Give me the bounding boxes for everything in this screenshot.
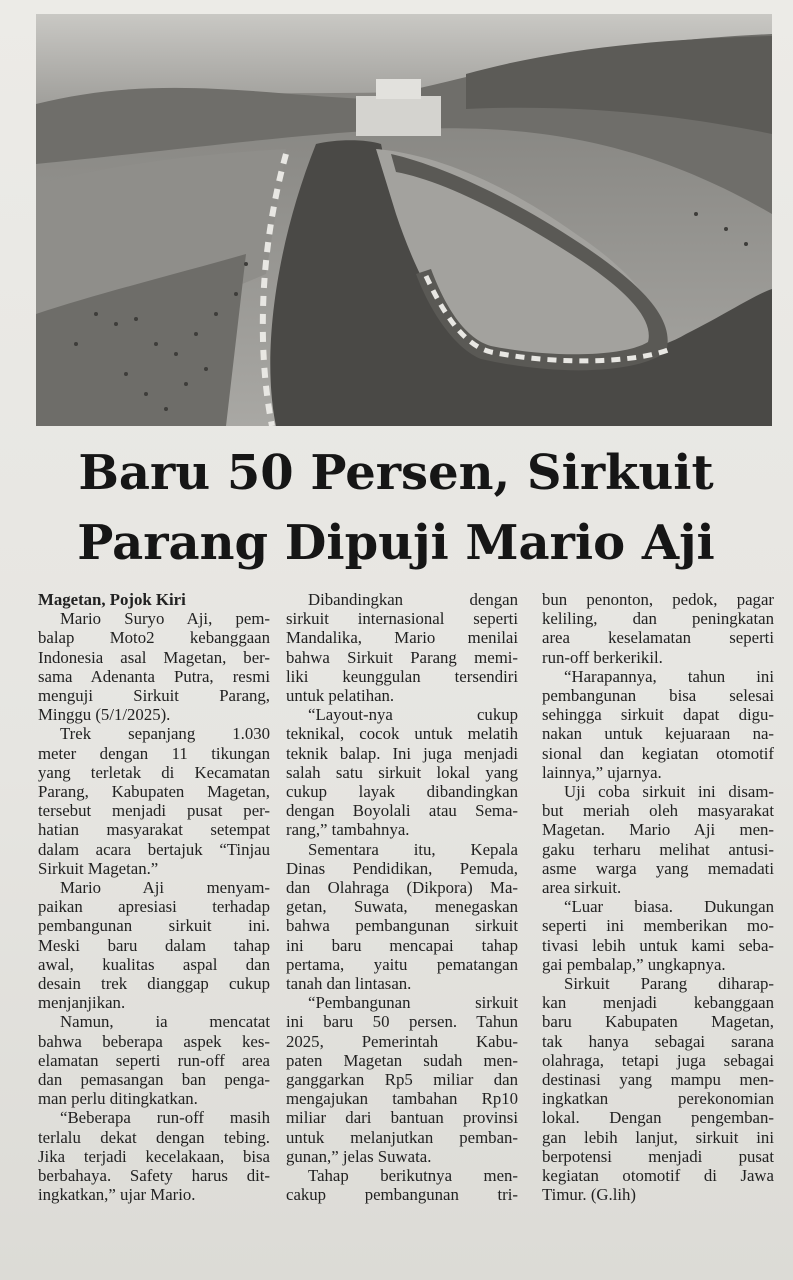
article-line: desain trek dianggap cukup bbox=[38, 974, 270, 994]
column-1-text bbox=[38, 609, 270, 1204]
article-line: dalam acara bertajuk “Tinjau bbox=[38, 839, 270, 859]
article-line: liki keunggulan tersendiri bbox=[286, 666, 518, 686]
article-line: ganggarkan Rp5 miliar dan bbox=[286, 1070, 518, 1090]
article-line: destinasi yang mampu men- bbox=[542, 1070, 774, 1090]
article-line: man perlu ditingkatkan. bbox=[38, 1089, 198, 1109]
article-line: lokal. Dengan pengemban- bbox=[542, 1108, 774, 1128]
article-line: balap Moto2 kebanggaan bbox=[38, 628, 270, 648]
article-line: gunan,” jelas Suwata. bbox=[286, 1146, 432, 1166]
article-line: Mandalika, Mario menilai bbox=[286, 628, 518, 648]
article-line: “Harapannya, tahun ini bbox=[564, 666, 774, 686]
article-line: cakup pembangunan tri- bbox=[286, 1185, 518, 1205]
article-line: menguji Sirkuit Parang, bbox=[38, 686, 270, 706]
article-line: bahwa beberapa aspek kes- bbox=[38, 1031, 270, 1051]
article-line: ingkatkan,” ujar Mario. bbox=[38, 1185, 196, 1205]
dateline: Magetan, Pojok Kiri bbox=[38, 590, 186, 609]
article-line: paikan apresiasi terhadap bbox=[38, 897, 270, 917]
article-line: teknik balap. Ini juga menjadi bbox=[286, 743, 518, 763]
article-line: “Beberapa run-off masih bbox=[60, 1108, 270, 1128]
article-line: berpotensi menjadi pusat bbox=[542, 1146, 774, 1166]
article-line: Jika terjadi kecelakaan, bisa bbox=[38, 1146, 270, 1166]
article-line: asme warga yang memadati bbox=[542, 858, 774, 878]
article-line: “Layout-nya cukup bbox=[308, 705, 518, 725]
article-column-2 bbox=[286, 590, 518, 1205]
article-line: dengan Boyolali atau Sema- bbox=[286, 801, 518, 821]
article-line: gaku terharu melihat antusi- bbox=[542, 839, 774, 859]
article-line: baru Kabupaten Magetan, bbox=[542, 1012, 774, 1032]
article-column-3 bbox=[542, 590, 774, 1205]
article-line: sama Adenanta Putra, resmi bbox=[38, 666, 270, 686]
article-line: seperti ini memberikan mo- bbox=[542, 916, 774, 936]
article-line: tanah dan lintasan. bbox=[286, 974, 412, 994]
article-line: 2025, Pemerintah Kabu- bbox=[286, 1031, 518, 1051]
article-line: pembangunan bisa selesai bbox=[542, 686, 774, 706]
article-line: olahraga, tetapi juga sebagai bbox=[542, 1050, 774, 1070]
article-line: area sirkuit. bbox=[542, 878, 622, 898]
article-line: bahwa pembangunan sirkuit bbox=[286, 916, 518, 936]
article-line: “Pembangunan sirkuit bbox=[308, 993, 518, 1013]
article-line: Sementara itu, Kepala bbox=[308, 839, 518, 859]
article-line: awal, kualitas aspal dan bbox=[38, 954, 270, 974]
headline bbox=[40, 438, 752, 578]
article-line: tersebut menjadi pusat per- bbox=[38, 801, 270, 821]
circuit-aerial-image bbox=[36, 14, 772, 426]
article-line: getan, Suwata, menegaskan bbox=[286, 897, 518, 917]
article-line: kan menjadi kebanggaan bbox=[542, 993, 774, 1013]
article-line: meter dengan 11 tikungan bbox=[38, 743, 270, 763]
article-line: dan pemasangan ban pengа- bbox=[38, 1070, 270, 1090]
article-line: terlalu dekat dengan tebing. bbox=[38, 1127, 270, 1147]
article-line: Namun, ia mencatat bbox=[60, 1012, 270, 1032]
article-line: tivasi lebih untuk kami seba- bbox=[542, 935, 774, 955]
article-line: Uji coba sirkuit ini disam- bbox=[564, 782, 774, 802]
article-line: rang,” tambahnya. bbox=[286, 820, 410, 840]
circuit-photo bbox=[36, 14, 772, 426]
article-line: kegiatan otomotif di Jawa bbox=[542, 1166, 774, 1186]
article-line: nakan untuk kejuaraan na- bbox=[542, 724, 774, 744]
article-line: pertama, yaitu pematangan bbox=[286, 954, 518, 974]
article-line: ingkatkan perekonomian bbox=[542, 1089, 774, 1109]
article-line: Dinas Pendidikan, Pemuda, bbox=[286, 858, 518, 878]
article-line: ini baru mencapai tahap bbox=[286, 935, 518, 955]
article-line: Dibandingkan dengan bbox=[308, 590, 518, 609]
article-line: Magetan. Mario Aji men- bbox=[542, 820, 774, 840]
headline-line-2: Parang Dipuji Mario Aji bbox=[77, 515, 715, 571]
article-line: pembangunan sirkuit ini. bbox=[38, 916, 270, 936]
article-line: Timur. (G.lih) bbox=[542, 1185, 637, 1205]
article-line: yang terletak di Kecamatan bbox=[38, 762, 270, 782]
article-line: but meriah oleh masyarakat bbox=[542, 801, 774, 821]
headline-line-1: Baru 50 Persen, Sirkuit bbox=[78, 445, 714, 501]
article-body bbox=[38, 590, 774, 1270]
article-line: untuk pelatihan. bbox=[286, 686, 395, 706]
article-line: Meski baru dalam tahap bbox=[38, 935, 270, 955]
article-line: salah satu sirkuit lokal yang bbox=[286, 762, 518, 782]
article-line: ini baru 50 persen. Tahun bbox=[286, 1012, 518, 1032]
article-line: gai pembalap,” ungkapnya. bbox=[542, 954, 726, 974]
article-column-1 bbox=[38, 590, 270, 1205]
article-line: sional dan kegiatan otomotif bbox=[542, 743, 774, 763]
article-line: bahwa Sirkuit Parang memi- bbox=[286, 647, 518, 667]
article-line: “Luar biasa. Dukungan bbox=[564, 897, 774, 917]
article-line: menjanjikan. bbox=[38, 993, 126, 1013]
article-line: paten Magetan sudah men- bbox=[286, 1050, 518, 1070]
article-line: dan Olahraga (Dikpora) Ma- bbox=[286, 878, 518, 898]
article-line: berbahaya. Safety harus dit- bbox=[38, 1166, 270, 1186]
article-line: teknikal, cocok untuk melatih bbox=[286, 724, 518, 744]
article-line: Sirkuit Magetan.” bbox=[38, 858, 159, 878]
article-line: elamatan seperti run-off area bbox=[38, 1050, 270, 1070]
article-line: Sirkuit Parang diharap- bbox=[564, 974, 774, 994]
article-line: Indonesia asal Magetan, ber- bbox=[38, 647, 270, 667]
article-line: Trek sepanjang 1.030 bbox=[60, 724, 270, 744]
column-3-text bbox=[542, 590, 774, 1205]
article-line: hatian masyarakat setempat bbox=[38, 820, 270, 840]
article-line: run-off berkerikil. bbox=[542, 647, 663, 667]
article-line: miliar dari bantuan provinsi bbox=[286, 1108, 518, 1128]
article-line: keliling, dan peningkatan bbox=[542, 609, 774, 629]
article-line: tak hanya sebagai sarana bbox=[542, 1031, 774, 1051]
article-line: area keselamatan seperti bbox=[542, 628, 774, 648]
article-line: bun penonton, pedok, pagar bbox=[542, 590, 774, 609]
article-line: lainnya,” ujarnya. bbox=[542, 762, 662, 782]
article-line: cukup layak dibandingkan bbox=[286, 782, 518, 802]
article-line: Minggu (5/1/2025). bbox=[38, 705, 171, 725]
article-line: sirkuit internasional seperti bbox=[286, 609, 518, 629]
article-line: Mario Aji menyam- bbox=[60, 878, 270, 898]
column-2-text bbox=[286, 590, 518, 1205]
article-line: Tahap berikutnya men- bbox=[308, 1166, 518, 1186]
article-line: sehingga sirkuit dapat digu- bbox=[542, 705, 774, 725]
article-line: mengajukan tambahan Rp10 bbox=[286, 1089, 518, 1109]
article-line: gan lebih lanjut, sirkuit ini bbox=[542, 1127, 774, 1147]
article-line: Mario Suryo Aji, pem- bbox=[60, 609, 270, 629]
article-line: Parang, Kabupaten Magetan, bbox=[38, 782, 270, 802]
article-line: untuk melanjutkan pemban- bbox=[286, 1127, 518, 1147]
